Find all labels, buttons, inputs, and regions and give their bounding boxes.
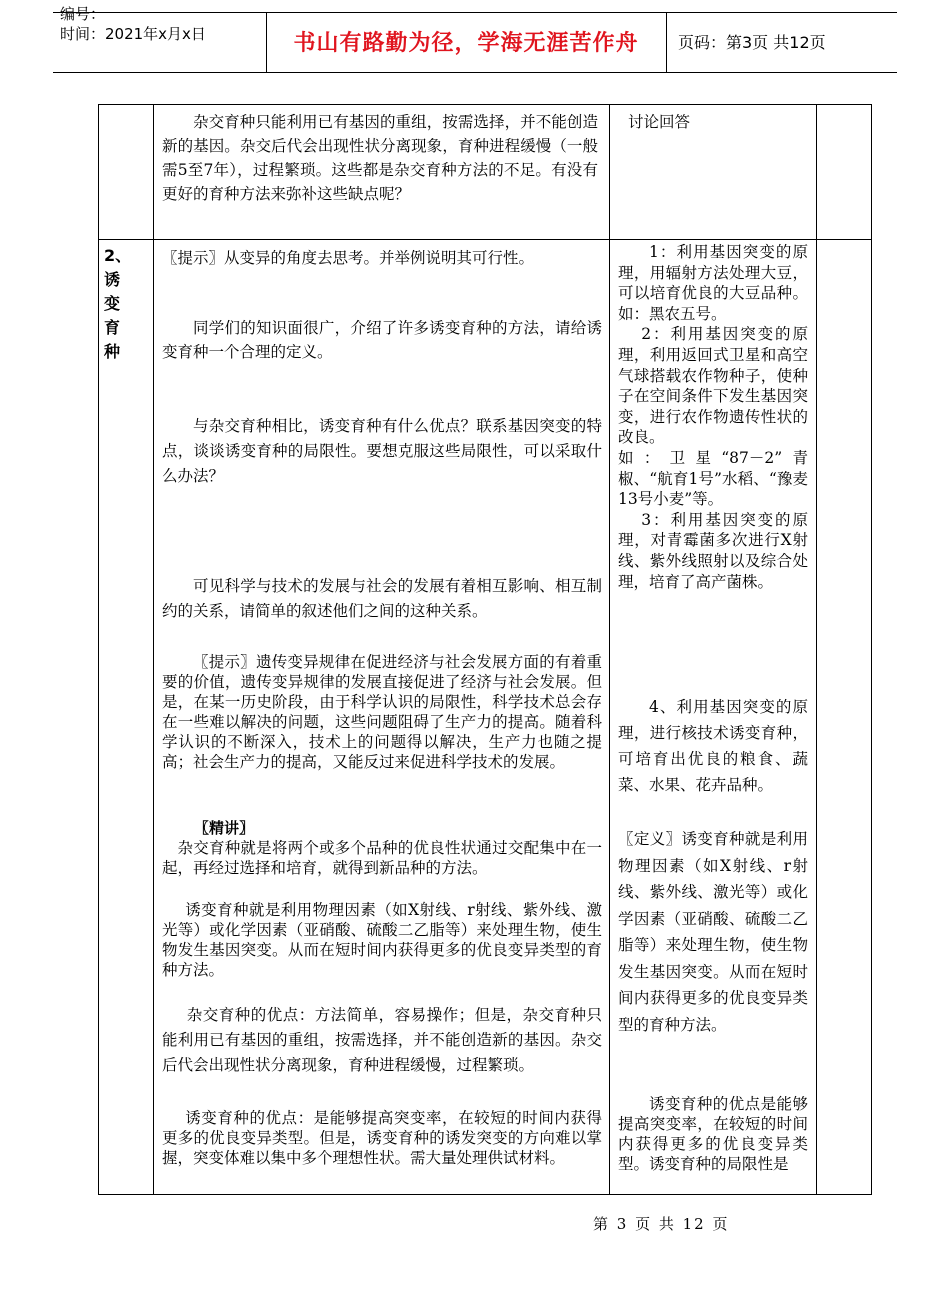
row2-label-char: 变: [104, 294, 121, 313]
row2-question-science-society: [162, 574, 602, 624]
row2-label-char: 育: [104, 318, 121, 337]
paragraph: 诱变育种的优点：是能够提高突变率，在较短的时间内获得更多的优良变异类型。但是，诱变育种的诱发突变的方向难以掌握，突变体难以集中多个理想性状。需大量处理供试材料。: [162, 1109, 602, 1167]
paragraph: 杂交育种的优点：方法简单，容易操作；但是，杂交育种只能利用已有基因的重组，按需选择，并不能创造新的基因。杂交后代会出现性状分离现象，育种进程缓慢，过程繁琐。: [162, 1006, 602, 1074]
paragraph: 〖精讲〗: [194, 819, 255, 837]
table-column-divider: [816, 104, 817, 1195]
section-heading: [194, 818, 394, 838]
row1-main-text: 杂交育种只能利用已有基因的重组，按需选择，并不能创造新的基因。杂交后代会出现性状分离现象，育种进程缓慢（一般需5至7年），过程繁琐。这些都是杂交育种方法的不足。有没有更好的育种方法来弥补这些缺点呢？: [162, 113, 598, 203]
row2-label: [104, 244, 148, 364]
paragraph: 诱变育种的优点是能够提高突变率，在较短的时间内获得更多的优良变异类型。诱变育种的局限性是: [618, 1095, 808, 1173]
row2-label-char: 2、: [104, 246, 132, 265]
row2-label-char: 种: [104, 342, 121, 361]
table-row-divider: [98, 239, 872, 240]
row2-question-definition: [162, 316, 602, 364]
paragraph: 可见科学与技术的发展与社会的发展有着相互影响、相互制约的关系，请简单的叙述他们之间的这种关系。: [162, 577, 602, 620]
paragraph: 4、利用基因突变的原理，进行核技术诱变育种，可培育出优良的粮食、蔬菜、水果、花卉品种。: [618, 698, 808, 794]
row2-mutation-pros-cons: [162, 1108, 602, 1168]
paragraph: 如：卫星“87－2”青椒、“航育1号”水稻、“豫麦13号小麦”等。: [618, 448, 808, 509]
row2-hint: [162, 246, 602, 270]
paragraph: 〖提示〗遗传变异规律在促进经济与社会发展方面的有着重要的价值，遗传变异规律的发展直接促进了经济与社会发展。但是，在某一历史阶段，由于科学认识的局限性，科学技术总会存在一些难以解决的问题，这些问题阻碍了生产力的提高。随着科学认识的不断深入，技术上的问题得以解决，生产力也随之提高；社会生产力的提高，又能反过来促进科学技术的发展。: [162, 653, 602, 771]
row2-hybrid-pros-cons: [162, 1003, 602, 1078]
paragraph: 与杂交育种相比，诱变育种有什么优点？联系基因突变的特点，谈谈诱变育种的局限性。要想克服这些局限性，可以采取什么办法？: [162, 417, 602, 485]
row2-explain-hybrid: [162, 838, 602, 878]
row2-question-advantages: [162, 414, 602, 489]
paragraph: 1：利用基因突变的原理，用辐射方法处理大豆，可以培育优良的大豆品种。如：黑农五号。: [618, 243, 808, 323]
header-divider: [666, 12, 667, 72]
table-column-divider: [153, 104, 154, 1195]
page-footer: 第 3 页 共 12 页: [593, 1215, 730, 1233]
row1-side-cell: [628, 110, 808, 134]
row2-hint-science: [162, 652, 602, 772]
header-page-number: 页码：第3页 共12页: [678, 33, 826, 52]
row2-side-examples: [618, 242, 808, 592]
row2-side-nuclear: [618, 694, 808, 798]
header-top-rule: [53, 12, 897, 13]
document-date-label: 时间：2021年x月x日: [60, 25, 206, 43]
row2-explain-mutation: [162, 900, 602, 980]
row2-side-definition: [618, 826, 808, 1038]
row1-side-text: 讨论回答: [628, 113, 691, 131]
paragraph: 〖提示〗从变异的角度去思考。并举例说明其可行性。: [162, 249, 535, 267]
row2-label-char: 诱: [104, 270, 121, 289]
table-row: [162, 110, 598, 206]
header-motto: 书山有路勤为径，学海无涯苦作舟: [293, 31, 639, 56]
paragraph: 同学们的知识面很广，介绍了许多诱变育种的方法，请给诱变育种一个合理的定义。: [162, 319, 602, 361]
header-bottom-rule: [53, 72, 897, 73]
paragraph: 2：利用基因突变的原理，利用返回式卫星和高空气球搭载农作物种子，使种子在空间条件下发生基因突变，进行农作物遗传性状的改良。: [618, 325, 808, 447]
table-column-divider: [609, 104, 610, 1195]
paragraph: 3：利用基因突变的原理，对青霉菌多次进行X射线、紫外线照射以及综合处理，培育了高产菌株。: [618, 510, 808, 591]
paragraph: 杂交育种就是将两个或多个品种的优良性状通过交配集中在一起，再经过选择和培育，就得到新品种的方法。: [162, 839, 602, 877]
paragraph: 诱变育种就是利用物理因素（如X射线、r射线、紫外线、激光等）或化学因素（亚硝酸、硫酸二乙脂等）来处理生物，使生物发生基因突变。从而在短时间内获得更多的优良变异类型的育种方法。: [162, 901, 602, 979]
row2-side-advantages: [618, 1094, 808, 1174]
paragraph: 〖定义〗诱变育种就是利用物理因素（如X射线、r射线、紫外线、激光等）或化学因素（亚硝酸、硫酸二乙脂等）来处理生物，使生物发生基因突变。从而在短时间内获得更多的优良变异类型的育种方法。: [618, 830, 808, 1034]
document-number-label: 编号：: [60, 5, 106, 23]
